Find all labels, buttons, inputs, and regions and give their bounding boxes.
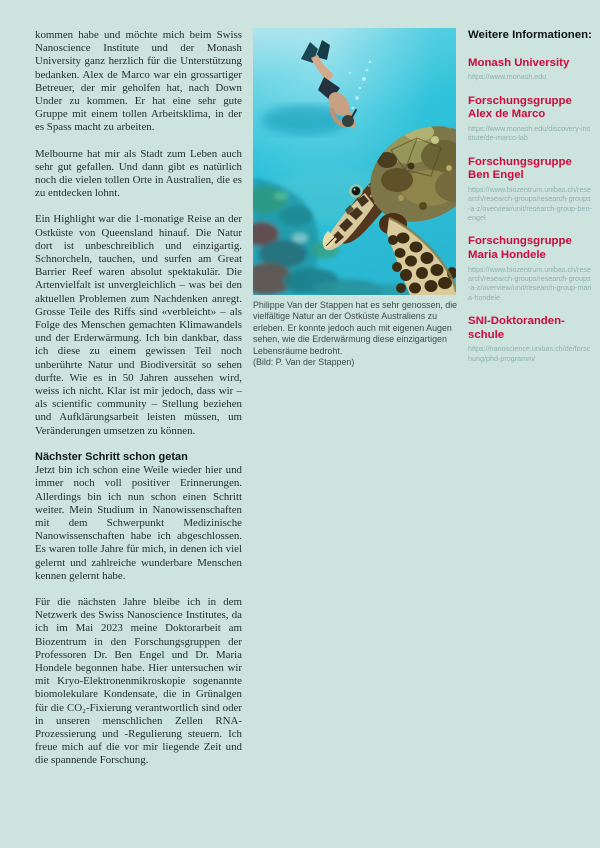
link-label[interactable]: Monash University xyxy=(468,56,570,69)
sidebar-link-sni-doktorandenschule[interactable] xyxy=(468,315,592,363)
article-paragraph: kommen habe und möchte mich beim Swiss Nanoscience Institute und der Monash University ganz herzlich für die Unterstützung bedanken. Alex de Marco war ein grossartiger Betreuer, der mir geholfen hat, nach Down Under zu kommen. Er hat eine sehr gute Gruppe mit einem tollen Arbeitsklima, in der es Spass macht zu arbeiten. xyxy=(35,29,242,134)
link-url[interactable]: https://nanoscience.unibas.ch/de/forschung/phd-programm/ xyxy=(468,344,591,363)
article-paragraph: Melbourne hat mir als Stadt zum Leben auch sehr gut gefallen. Und dann gibt es natürlich noch die vielen tollen Orte in Australien, die es zu entdecken lohnt. xyxy=(35,147,242,200)
sidebar-further-info xyxy=(468,28,592,376)
photo-caption-text: Philippe Van der Stappen hat es sehr genossen, die vielfältige Natur an der Ostküste Australiens zu erleben. Er konnte jedoch auch mit eigenen Augen sehen, wie die Erderwärmung diese einzigartigen Lebensräume bedroht. xyxy=(253,300,458,356)
link-url[interactable]: https://www.biozentrum.unibas.ch/research/research-groups/research-groups-a-z/overview/unit/research-group-maria-hondele xyxy=(468,264,592,302)
article-text-column xyxy=(35,29,242,781)
sidebar-link-group-maria-hondele[interactable] xyxy=(468,235,592,302)
link-label[interactable]: Forschungsgruppe Ben Engel xyxy=(468,155,572,182)
link-url[interactable]: https://www.monash.edu xyxy=(468,72,547,82)
sidebar-link-group-ben-engel[interactable] xyxy=(468,156,592,223)
link-label[interactable]: Forschungsgruppe Maria Hondele xyxy=(468,235,572,261)
article-subheading: Nächster Schritt schon getan xyxy=(35,450,188,463)
article-paragraph: Jetzt bin ich schon eine Weile wieder hier und immer noch voll positiver Erinnerungen. Allerdings bin ich nun schon einen Schritt weiter. Mein Studium in Nanowissenschaften mit dem Schwerpunkt Medizinische Nanowissenschaften habe ich abgeschlossen. Es waren tolle Jahre für mich, in denen ich viel gelernt und zahlreiche wunderbare Menschen kennen gelernt habe. xyxy=(35,464,242,582)
link-label[interactable]: SNI-Doktoranden-schule xyxy=(468,315,565,341)
photo-caption xyxy=(253,300,465,368)
article-paragraph: Für die nächsten Jahre bleibe ich in dem Netzwerk des Swiss Nanoscience Institutes, da ich im Mai 2023 meine Doktorarbeit am Biozentrum in den Forschungsgruppen der Professoren Dr. Ben Engel und Dr. Maria Hondele begonnen habe. Hier untersuchen wir mit Kryo-Elektronenmikroskopie sogenannte biomolekulare Kondensate, die in Grünalgen für die CO₂-Fixierung verantwortlich sind oder in unseren menschlichen Zellen RNA-Prozessierung und -Regulierung steuern. Ich freue mich auf die vor mir liegende Zeit und die spannende Forschung. xyxy=(35,595,242,767)
sidebar-link-group-alex-de-marco[interactable] xyxy=(468,95,592,143)
underwater-photo-illustration xyxy=(253,28,456,295)
link-url[interactable]: https://www.monash.edu/discovery-institute/de-marco-lab xyxy=(468,123,591,143)
sidebar-title: Weitere Informationen: xyxy=(468,29,592,41)
sidebar-link-monash-university[interactable] xyxy=(468,57,592,82)
link-url[interactable]: https://www.biozentrum.unibas.ch/research/research-groups/research-groups-a-z/overview/unit/research-group-ben-engel xyxy=(468,184,592,222)
link-label[interactable]: Forschungsgruppe Alex de Marco xyxy=(468,94,572,121)
photo-credit: (Bild: P. Van der Stappen) xyxy=(253,357,355,368)
underwater-photo xyxy=(253,28,456,295)
article-paragraph: Ein Highlight war die 1-monatige Reise an der Ostküste von Queensland hinauf. Die Natur dort ist unbeschreiblich und einzigartig. Schnorcheln, tauchen, und surfen am Great Barrier Reef waren absolut spektakulär. Die Artenvielfalt ist unvergleichlich – was bei den aktuellen Problemen zum Nachdenken anregt. Grosse Teile des Riffs sind «verbleicht» – als Folge des Menschen gemachten Klimawandels und der Erderwärmung. Ich bin dankbar, dass ich diese zu einem gewissen Teil noch unberührte Natur und Biodiversität so sehen durfte. Wie es in 50 Jahren aussehen wird, weiss ich nicht. Klar ist mir jedoch, dass wir – als scientific community – Stellung beziehen und Aufklärungsarbeit leisten müssen, um Veränderungen umsetzen zu können. xyxy=(35,213,242,437)
